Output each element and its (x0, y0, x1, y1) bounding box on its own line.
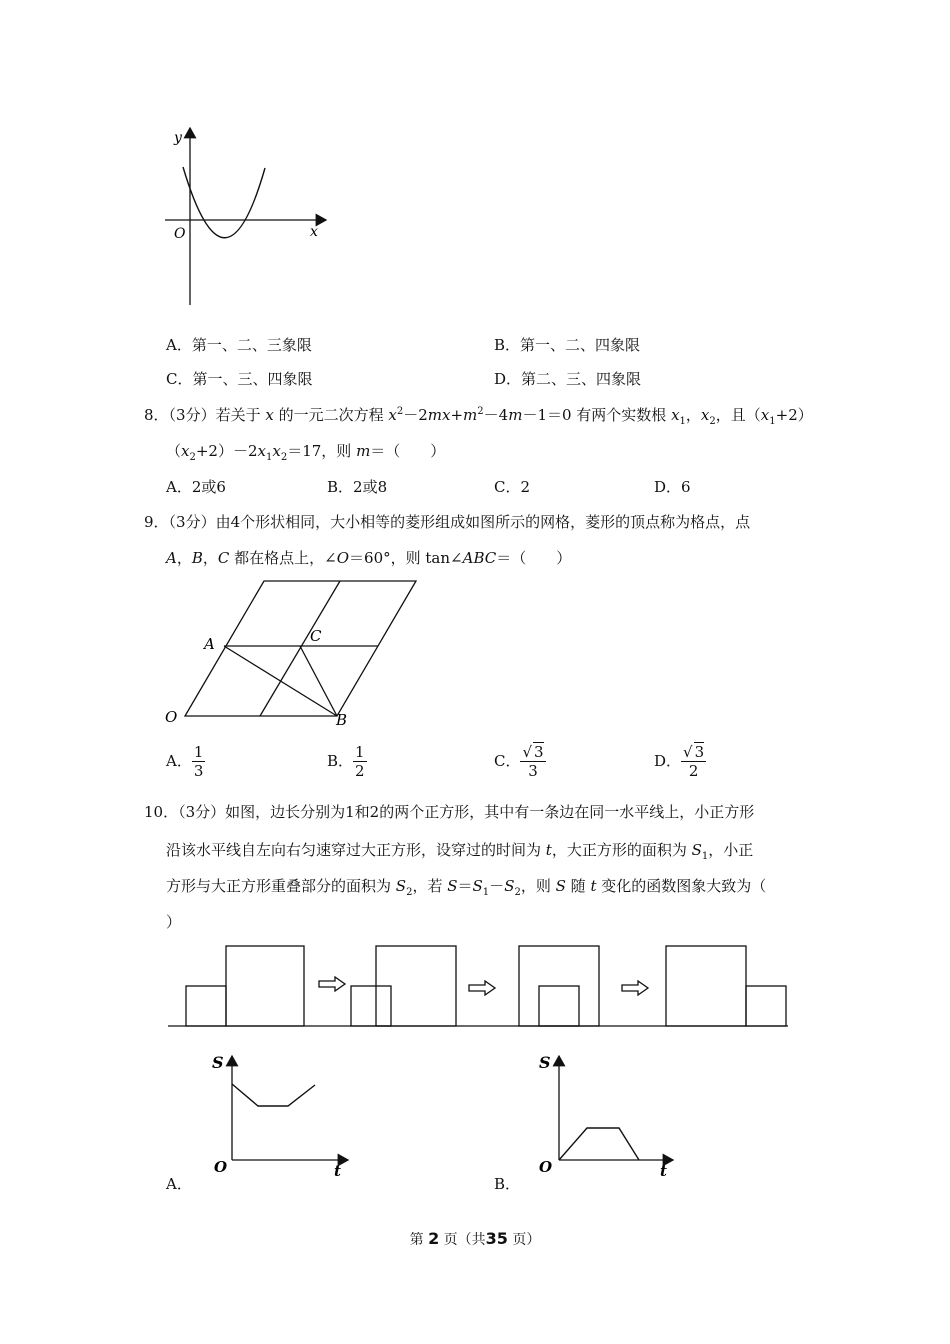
q8-option-a: A．2或6 (166, 478, 226, 496)
segment-ab (224, 646, 337, 716)
q7-option-d: D．第二、三、四象限 (494, 370, 642, 388)
origin-label: O (174, 226, 186, 242)
label-o: O (165, 708, 178, 726)
q9-rhombus-grid-figure (160, 575, 430, 735)
arrow-2 (469, 981, 495, 995)
graph-a-curve (232, 1084, 315, 1106)
arrow-3 (622, 981, 648, 995)
s-axis-label: S (539, 1053, 551, 1072)
small-square-2 (351, 986, 391, 1026)
segment-cb (300, 646, 337, 716)
q7-option-b: B．第一、二、四象限 (494, 336, 641, 354)
q7-option-a: A．第一、二、三象限 (166, 336, 312, 354)
x-axis-label: x (310, 224, 318, 240)
q7-parabola-graph (150, 120, 340, 315)
small-square-4 (746, 986, 786, 1026)
label-b: B (336, 711, 348, 729)
q8-option-c: C．2 (494, 478, 531, 496)
q10-stem-line1: 10．（3分）如图，边长分别为1和2的两个正方形，其中有一条边在同一水平线上，小正方形 (144, 803, 755, 821)
q9-stem-line2: A，B，C 都在格点上，∠O＝60°，则 tan∠ABC＝（ ） (166, 549, 572, 567)
q9-option-d: D． $\frac{√ 3}{2}$ (654, 743, 705, 780)
parabola-curve (183, 167, 265, 238)
label-a: A (204, 635, 215, 653)
y-axis-label: y (174, 130, 182, 146)
q10-stem-line4: ） (166, 913, 182, 931)
small-square-3 (539, 986, 579, 1026)
t-axis-label: t (660, 1162, 667, 1178)
q8-stem-line2: $(x_2+2)-2x_1x_2=17$，则 m＝（ ） (166, 442, 446, 463)
q8-option-b: B．2或8 (327, 478, 388, 496)
s-axis-label: S (212, 1053, 224, 1072)
q10-stem-line2: 沿该水平线自左向右匀速穿过大正方形，设穿过的时间为 t，大正方形的面积为 $S_1$，小正 (166, 841, 754, 862)
graph-b-curve (559, 1128, 639, 1160)
t-axis-label: t (334, 1162, 341, 1178)
q9-stem-line1: 9．（3分）由4个形状相同，大小相等的菱形组成如图所示的网格，菱形的顶点称为格点，点 (144, 513, 751, 531)
q8-option-d: D．6 (654, 478, 691, 496)
large-square-1 (226, 946, 304, 1026)
q10-squares-figure (160, 940, 800, 1032)
q7-option-c: C．第一、三、四象限 (166, 370, 313, 388)
q10-option-b: B． (494, 1175, 521, 1193)
q10-stem-line3: 方形与大正方形重叠部分的面积为 $S_2$，若 $S=S_1-S_2$，则 S 随 t 变化的函数图象大致为（ (166, 877, 767, 898)
q10-graph-a (200, 1048, 360, 1178)
q10-option-a: A． (166, 1175, 192, 1193)
q9-option-c: C． $\frac{√ 3}{3}$ (494, 743, 544, 780)
arrow-1 (319, 977, 345, 991)
small-square-1 (186, 986, 226, 1026)
q10-graph-b (527, 1048, 687, 1178)
origin-label: O (539, 1158, 553, 1176)
label-c: C (310, 627, 322, 645)
mid-slant (260, 581, 340, 716)
page-footer: 第 2 页（共35 页） (409, 1229, 541, 1248)
origin-label: O (214, 1158, 228, 1176)
q9-option-a: A． $\frac{1}{3}$ (166, 742, 204, 780)
q9-option-b: B． $\frac{1}{2}$ (327, 742, 365, 780)
q8-stem-line1: 8．（3分）若关于 x 的一元二次方程 $x^2-2mx+m^2-4m-1=0$ 有两个实数根 $x_1$，$x_2$，且$(x_1+2)$ (144, 406, 813, 427)
large-square-4 (666, 946, 746, 1026)
